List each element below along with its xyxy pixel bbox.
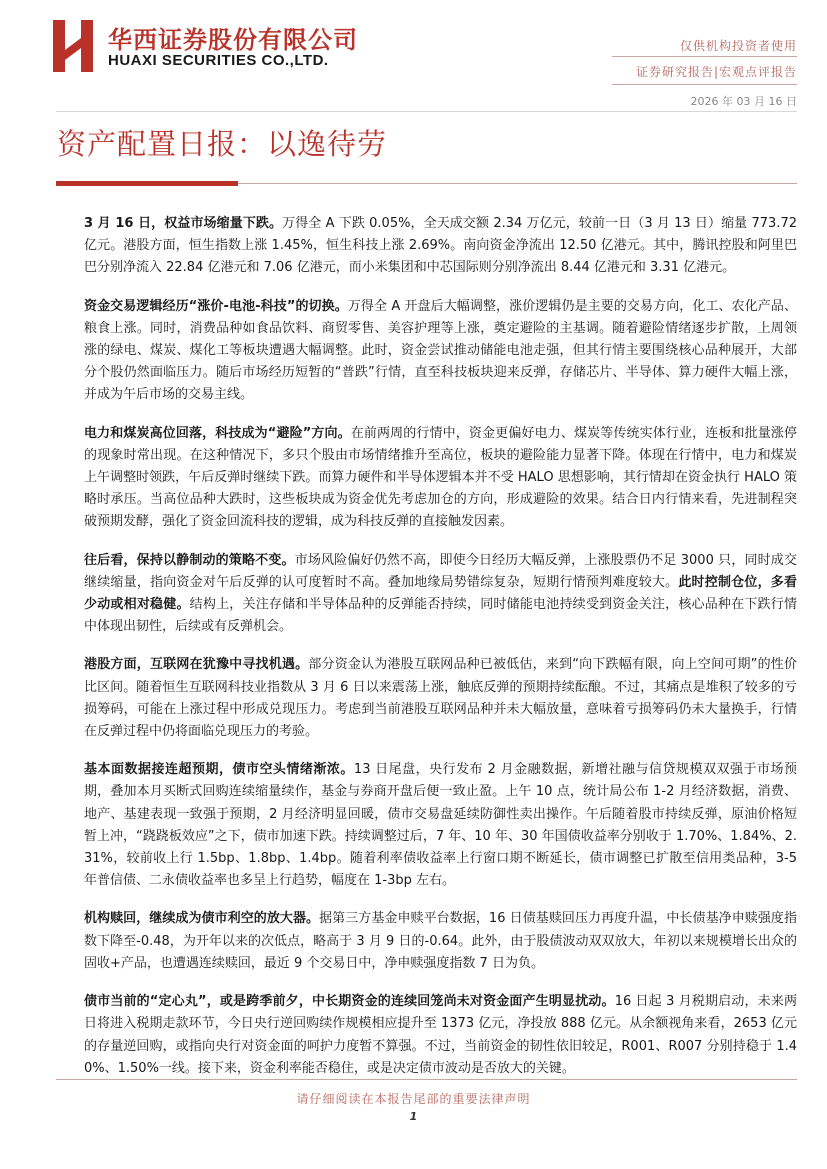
paragraph [84,550,797,639]
paragraph-body: 在前两周的行情中，资金更偏好电力、煤炭等传统实体行业，连板和批量涨停的现象时常出现。在这种情况下，多只个股由市场情绪推升至高位，板块的避险能力显著下降。体现在行情中，电力和煤炭上午调整时领跌，午后反弹时继续下跌。而算力硬件和半导体逻辑本并不受 HALO 思想影响，其行情却在资金执行 HALO 策略时承压。当高位品种大跌时，这些板块成为资金优先考虑加仓的方向，形成避险的效果。结合日内行情来看，先进制程突破预期发酵，强化了资金回流科技的逻辑，成为科技反弹的直接触发因素。 [84,425,797,530]
report-type: 证券研究报告|宏观点评报告 [635,65,797,79]
paragraph-body: 万得全 A 下跌 0.05%，全天成交额 2.34 万亿元，较前一日（3 月 13 日）缩量 773.72 亿元。港股方面，恒生指数上涨 1.45%，恒生科技上涨 2.69%。南向资金净流出 12.50 亿港元。其中，腾讯控股和阿里巴巴分别净流入 22.84 亿港元和 7.06 亿港元，而小米集团和中芯国际则分别净流出 8.44 亿港元和 3.31 亿港元。 [84,216,797,276]
paragraph-body: 据第三方基金申赎平台数据，16 日债基赎回压力再度升温，中长债基净申赎强度指数下降至-0.48，为开年以来的次低点，略高于 3 月 9 日的-0.64。此外，由于股债波动双双放大，年初以来规模增长出众的固收+产品，也遭遇连续赎回，最近 9 个交易日中，净申赎强度指数 7 日为负。 [84,911,797,971]
paragraph [84,908,797,975]
paragraph-lead: 资金交易逻辑经历“涨价-电池-科技”的切换。 [84,298,348,314]
paragraph-body: 部分资金认为港股互联网品种已被低估，来到“向下跌幅有限，向上空间可期”的性价比区间。随着恒生互联网科技业指数从 3 月 6 日以来震荡上涨，触底反弹的预期持续酝酿。不过，其痛点是堆积了较多的亏损筹码，可能在上涨过程中形成兑现压力。考虑到当前港股互联网品种并未大幅放量，意味着亏损筹码仍未大量换手，行情在反弹过程中仍将面临兑现压力的考验。 [84,657,797,740]
title-divider [238,183,797,184]
paragraph [84,759,797,892]
paragraph-body: 市场风险偏好仍然不高，即使今日经历大幅反弹，上涨股票仍不足 3000 只，同时成交继续缩量，指向资金对午后反弹的认可度暂时不高。叠加地缘局势错综复杂，短期行情预判难度较大。 [84,552,797,590]
paragraph-lead: 机构赎回，继续成为债市利空的放大器。 [84,911,320,927]
report-title: 资产配置日报：以逸待劳 [57,127,388,161]
huaxi-logo-icon [53,20,93,72]
title-accent-bar [56,181,238,186]
report-body [84,213,797,1096]
company-name-en: HUAXI SECURITIES CO.,LTD. [108,52,329,69]
paragraph-lead: 3 月 16 日，权益市场缩量下跌。 [84,216,283,231]
header-divider [612,84,797,85]
paragraph-body: 16 日起 3 月税期启动，未来两日将进入税期走款环节，今日央行逆回购续作规模相应提升至 1373 亿元，净投放 888 亿元。从余额视角来看，2653 亿元的存量逆回购，或指向央行对资金面的呵护力度暂不算强。不过，当前资金的韧性依旧较足，R001、R007 分别持稳于 1.40%、1.50%一线。接下来，资金利率能否稳住，或是决定债市波动是否放大的关键。 [84,994,797,1076]
report-date: 2026 年 03 月 16 日 [690,95,797,108]
company-name-cn: 华西证券股份有限公司 [108,25,358,54]
paragraph [84,213,797,280]
paragraph-lead: 往后看，保持以静制动的策略不变。 [84,552,295,568]
paragraph-lead: 港股方面，互联网在犹豫中寻找机遇。 [84,657,309,673]
paragraph [84,296,797,407]
paragraph-body: 13 日尾盘，央行发布 2 月金融数据，新增社融与信贷规模双双强于市场预期，叠加本月买断式回购连续缩量续作，基金与券商开盘后便一致止盈。上午 10 点，统计局公布 1-2 月经济数据，消费、地产、基建表现一致强于预期，2 月经济明显回暖，债市交易盘延续防御性卖出操作。午后随着股市持续反弹，原油价格短暂上冲，“跷跷板效应”之下，债市加速下跌。持续调整过后，7 年、10 年、30 年国债收益率分别收于 1.70%、1.84%、2.31%，较前收上行 1.5bp、1.8bp、1.4bp。随着利率债收益率上行窗口期不断延长，债市调整已扩散至信用类品种，3-5 年普信债、二永债收益率也多呈上行趋势，幅度在 1-3bp 左右。 [84,762,797,889]
paragraph [84,423,797,534]
audience-note: 仅供机构投资者使用 [679,39,797,53]
paragraph [84,991,797,1080]
page-number: 1 [409,1110,418,1123]
paragraph-lead: 基本面数据接连超预期，债市空头情绪渐浓。 [84,762,354,778]
date-divider [56,111,797,112]
paragraph [84,654,797,743]
footer-divider [56,1079,797,1080]
legal-disclaimer-note: 请仔细阅读在本报告尾部的重要法律声明 [296,1092,531,1106]
header-divider [612,56,797,57]
paragraph-body: 结构上，关注存储和半导体品种的反弹能否持续，同时储能电池持续受到资金关注，核心品种在下跌行情中体现出韧性，后续或有反弹机会。 [84,597,797,635]
paragraph-body: 万得全 A 开盘后大幅调整，涨价逻辑仍是主要的交易方向，化工、农化产品、粮食上涨。同时，消费品种如食品饮料、商贸零售、美容护理等上涨，奠定避险的主基调。随着避险情绪逐步扩散，上周领涨的绿电、煤炭、煤化工等板块遭遇大幅调整。此时，资金尝试推动储能电池走强，但其行情主要围绕核心品种展开，大部分个股仍然面临压力。随后市场经历短暂的“普跌”行情，直至科技板块迎来反弹，存储芯片、半导体、算力硬件大幅上涨，并成为午后市场的交易主线。 [84,298,797,403]
paragraph-emphasis: 此时控制仓位，多看少动或相对稳健。 [84,574,797,613]
paragraph-lead: 电力和煤炭高位回落，科技成为“避险”方向。 [84,425,351,441]
paragraph-lead: 债市当前的“定心丸”，或是跨季前夕，中长期资金的连续回笼尚未对资金面产生明显扰动。 [84,994,615,1010]
